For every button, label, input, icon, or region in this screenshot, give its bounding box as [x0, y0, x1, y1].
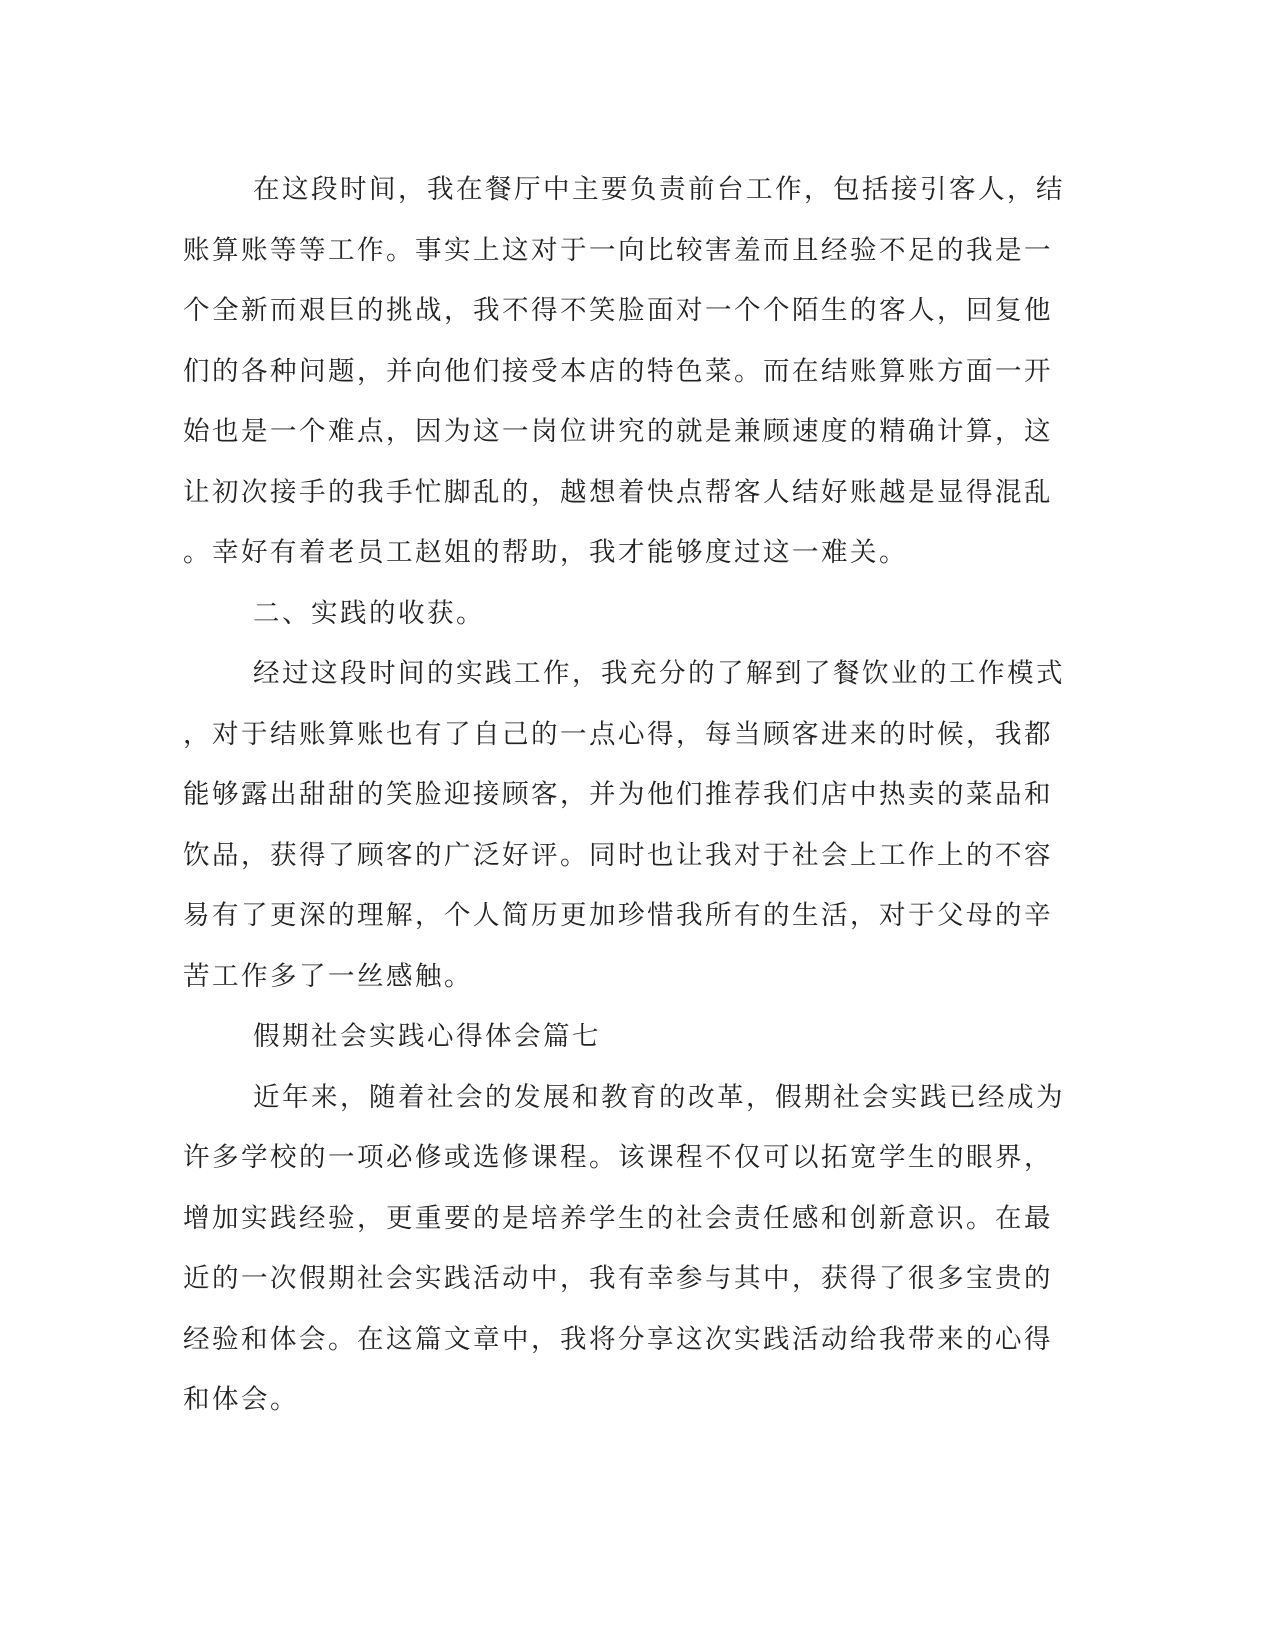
- text-line: 苦工作多了一丝感触。: [183, 960, 473, 992]
- text-line: 经验和体会。在这篇文章中，我将分享这次实践活动给我带来的心得: [183, 1323, 1053, 1355]
- paragraph-practice-gains: [183, 644, 1065, 1007]
- text-line: 。幸好有着老员工赵姐的帮助，我才能够度过这一难关。: [183, 537, 908, 568]
- text-line: 能够露出甜甜的笑脸迎接顾客，并为他们推荐我们店中热卖的菜品和: [183, 779, 1053, 810]
- heading-line: 假期社会实践心得体会篇七: [253, 1021, 601, 1052]
- document-body: [183, 160, 1065, 1431]
- text-line: 许多学校的一项必修或选修课程。该课程不仅可以拓宽学生的眼界，: [183, 1142, 1053, 1173]
- text-line: 和体会。: [183, 1384, 299, 1415]
- text-line: 们的各种问题，并向他们接受本店的特色菜。而在结账算账方面一开: [183, 355, 1053, 387]
- text-line: 近的一次假期社会实践活动中，我有幸参与其中，获得了很多宝贵的: [183, 1263, 1053, 1294]
- text-line: 在这段时间，我在餐厅中主要负责前台工作，包括接引客人，结: [253, 174, 1065, 205]
- heading-line: 二、实践的收获。: [253, 597, 485, 629]
- paragraph-introduction: [183, 1068, 1065, 1431]
- text-line: 让初次接手的我手忙脚乱的，越想着快点帮客人结好账越是显得混乱: [183, 476, 1053, 508]
- text-line: ，对于结账算账也有了自己的一点心得，每当顾客进来的时候，我都: [183, 718, 1053, 750]
- text-line: 经过这段时间的实践工作，我充分的了解到了餐饮业的工作模式: [253, 658, 1065, 689]
- section-heading-practice-gains: [183, 584, 1043, 645]
- text-line: 增加实践经验，更重要的是培养学生的社会责任感和创新意识。在最: [183, 1202, 1053, 1234]
- text-line: 账算账等等工作。事实上这对于一向比较害羞而且经验不足的我是一: [183, 234, 1053, 266]
- text-line: 个全新而艰巨的挑战，我不得不笑脸面对一个个陌生的客人，回复他: [183, 295, 1053, 326]
- text-line: 易有了更深的理解，个人简历更加珍惜我所有的生活，对于父母的辛: [183, 900, 1053, 931]
- text-line: 近年来，随着社会的发展和教育的改革，假期社会实践已经成为: [253, 1081, 1065, 1113]
- paragraph-front-desk-work: [183, 160, 1065, 584]
- text-line: 始也是一个难点，因为这一岗位讲究的就是兼顾速度的精确计算，这: [183, 416, 1053, 447]
- text-line: 饮品，获得了顾客的广泛好评。同时也让我对于社会上工作上的不容: [183, 839, 1053, 871]
- article-heading-part-seven: [183, 1007, 1043, 1068]
